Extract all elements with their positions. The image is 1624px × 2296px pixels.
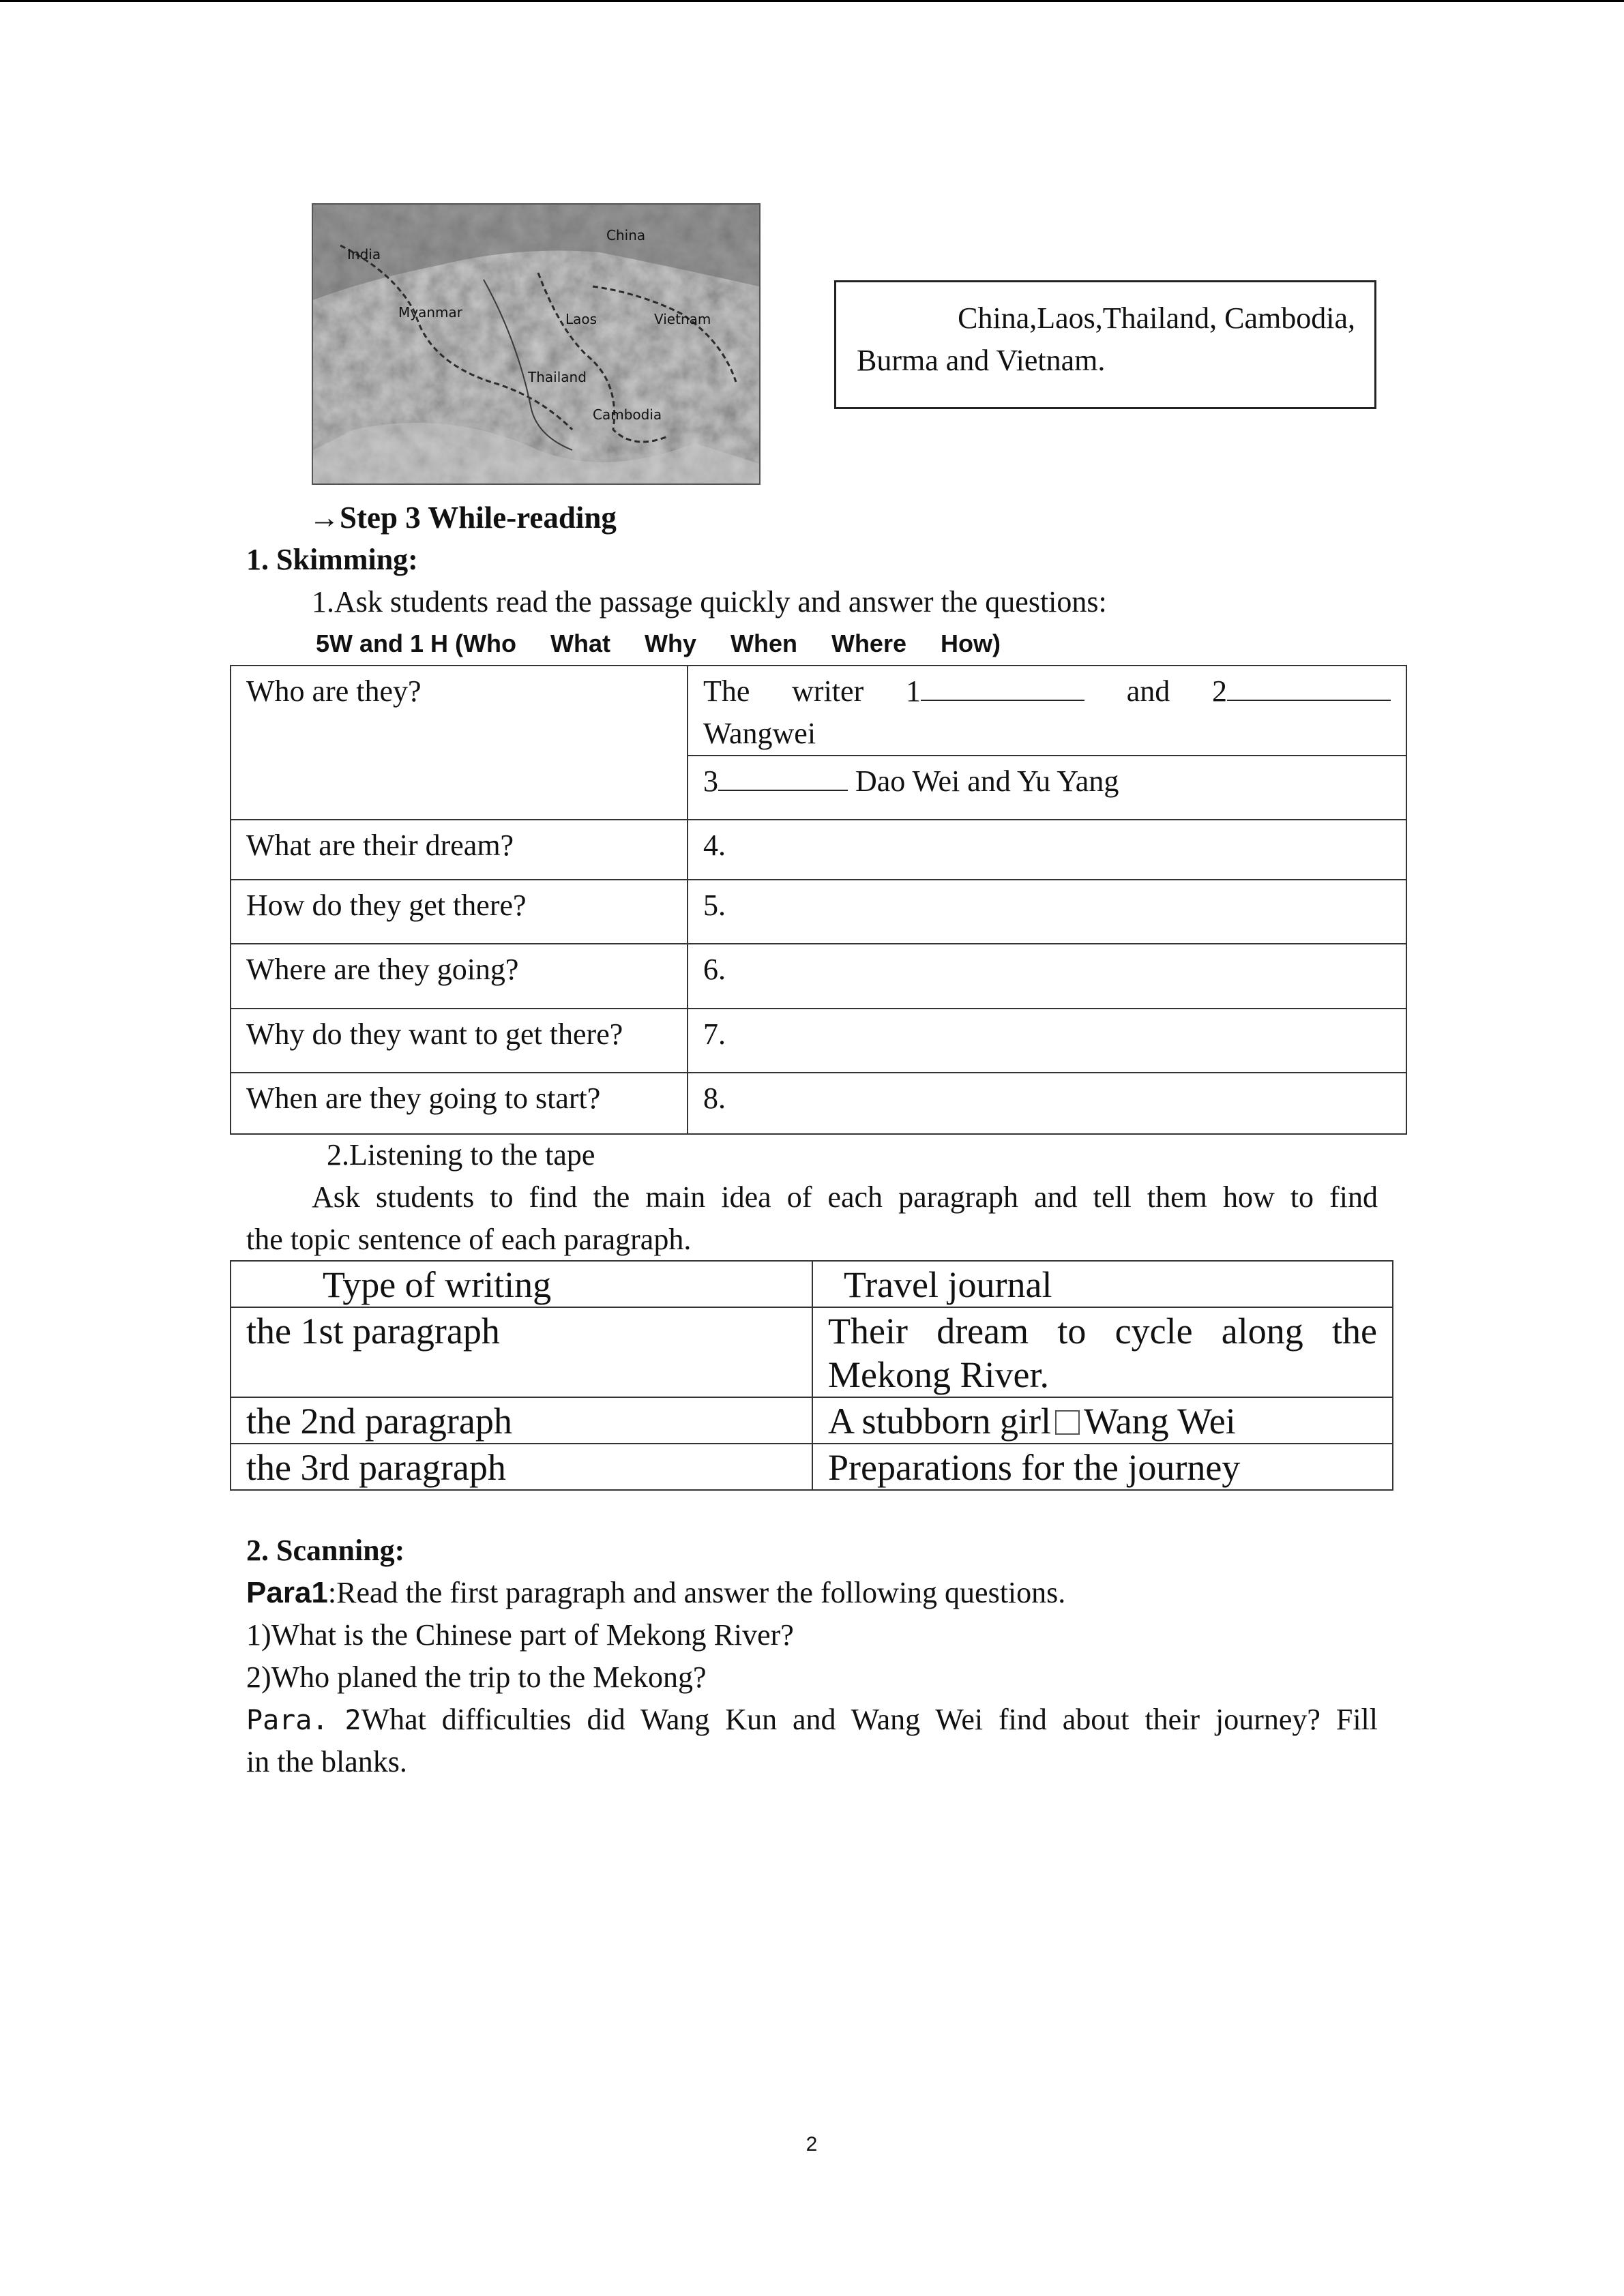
answer-text: Dao Wei and Yu Yang <box>848 764 1119 798</box>
question-cell: Where are they going? <box>231 944 688 1009</box>
listening-line-1: Ask students to find the main idea of each paragraph and tell them how to find <box>312 1180 1378 1214</box>
para1-label: Para1 <box>246 1576 328 1609</box>
answer-cell <box>688 756 1406 820</box>
countries-text-1: China,Laos,Thailand, Cambodia, <box>958 301 1355 335</box>
skimming-table <box>230 665 1407 1135</box>
answer-word: The <box>703 674 750 708</box>
question-text: Who are they? <box>246 674 422 708</box>
para1-text: :Read the first paragraph and answer the following questions. <box>327 1576 1066 1609</box>
table-row <box>231 1397 1393 1444</box>
blank-number: 2 <box>1212 674 1227 708</box>
para2-label: Para. 2 <box>246 1705 361 1736</box>
table-row <box>231 1009 1406 1073</box>
table-row <box>231 820 1406 880</box>
countries-line-1 <box>857 297 1355 340</box>
blank-line[interactable] <box>718 762 848 791</box>
blank-line[interactable] <box>1227 672 1391 701</box>
answer-word: and <box>1126 674 1170 708</box>
listening-heading: 2.Listening to the tape <box>327 1138 595 1172</box>
question-1: 1)What is the Chinese part of Mekong River? <box>246 1618 794 1652</box>
idea-text: A stubborn girl <box>828 1401 1052 1442</box>
para2-line <box>246 1699 1378 1742</box>
table-row <box>231 1307 1393 1397</box>
skimming-heading: 1. Skimming: <box>246 543 418 576</box>
idea-text-2: Mekong River. <box>828 1354 1049 1395</box>
table-row <box>231 944 1406 1009</box>
para1-line <box>246 1572 1065 1614</box>
answer-text: Wangwei <box>703 717 816 750</box>
answer-cell <box>688 666 1406 756</box>
map-label-india: India <box>347 246 381 263</box>
answer-word: writer <box>792 674 864 708</box>
table-row <box>231 1073 1406 1134</box>
table-row <box>231 1261 1393 1307</box>
question-cell: How do they get there? <box>231 880 688 944</box>
paragraph-table <box>230 1260 1393 1491</box>
mekong-region-map <box>312 203 761 485</box>
question-cell <box>231 666 688 820</box>
countries-line-2: Burma and Vietnam. <box>857 344 1106 377</box>
answer-cell: 5. <box>688 880 1406 944</box>
map-label-cambodia: Cambodia <box>593 406 662 423</box>
idea-text: Wang Wei <box>1084 1401 1236 1442</box>
idea-cell <box>812 1307 1393 1397</box>
map-graphic <box>313 205 759 483</box>
answer-cell: 4. <box>688 820 1406 880</box>
header-cell: Type of writing <box>231 1261 812 1307</box>
page-number: 2 <box>806 2133 818 2156</box>
map-label-vietnam: Vietnam <box>654 311 711 327</box>
blank-number: 1 <box>905 674 921 708</box>
map-label-laos: Laos <box>565 311 597 327</box>
blank-line[interactable] <box>921 672 1084 701</box>
map-label-china: China <box>606 227 646 243</box>
question-cell: When are they going to start? <box>231 1073 688 1134</box>
missing-glyph-box <box>1055 1410 1080 1435</box>
step-3-heading: →Step 3 While-reading <box>309 501 617 535</box>
skimming-instruction: 1.Ask students read the passage quickly and answer the questions: <box>312 585 1107 618</box>
listening-line-2: the topic sentence of each paragraph. <box>246 1223 692 1256</box>
answer-cell: 8. <box>688 1073 1406 1134</box>
para2-line-2: in the blanks. <box>246 1745 407 1778</box>
idea-cell: Preparations for the journey <box>812 1444 1393 1490</box>
header-cell: Travel journal <box>812 1261 1393 1307</box>
five-w-one-h-line: 5W and 1 H (Who What Why When Where How) <box>316 629 1001 657</box>
answer-cell: 6. <box>688 944 1406 1009</box>
map-label-myanmar: Myanmar <box>398 304 462 320</box>
para2-text: What difficulties did Wang Kun and Wang Wei find about their journey? Fill <box>361 1703 1378 1736</box>
answer-cell: 7. <box>688 1009 1406 1073</box>
idea-text-1: Their dream to cycle along the <box>828 1311 1377 1352</box>
blank-number: 3 <box>703 764 718 798</box>
countries-box <box>834 280 1376 409</box>
scanning-heading: 2. Scanning: <box>246 1534 405 1567</box>
writer-line <box>703 670 1391 713</box>
map-label-thailand: Thailand <box>528 369 587 385</box>
table-row <box>231 1444 1393 1490</box>
table-row <box>231 880 1406 944</box>
paragraph-cell: the 2nd paragraph <box>231 1397 812 1444</box>
paragraph-cell: the 3rd paragraph <box>231 1444 812 1490</box>
idea-cell <box>812 1397 1393 1444</box>
question-2: 2)Who planed the trip to the Mekong? <box>246 1660 707 1694</box>
question-cell: What are their dream? <box>231 820 688 880</box>
page-top-border <box>0 0 1624 2</box>
table-row <box>231 666 1406 756</box>
question-cell: Why do they want to get there? <box>231 1009 688 1073</box>
paragraph-cell: the 1st paragraph <box>231 1307 812 1397</box>
